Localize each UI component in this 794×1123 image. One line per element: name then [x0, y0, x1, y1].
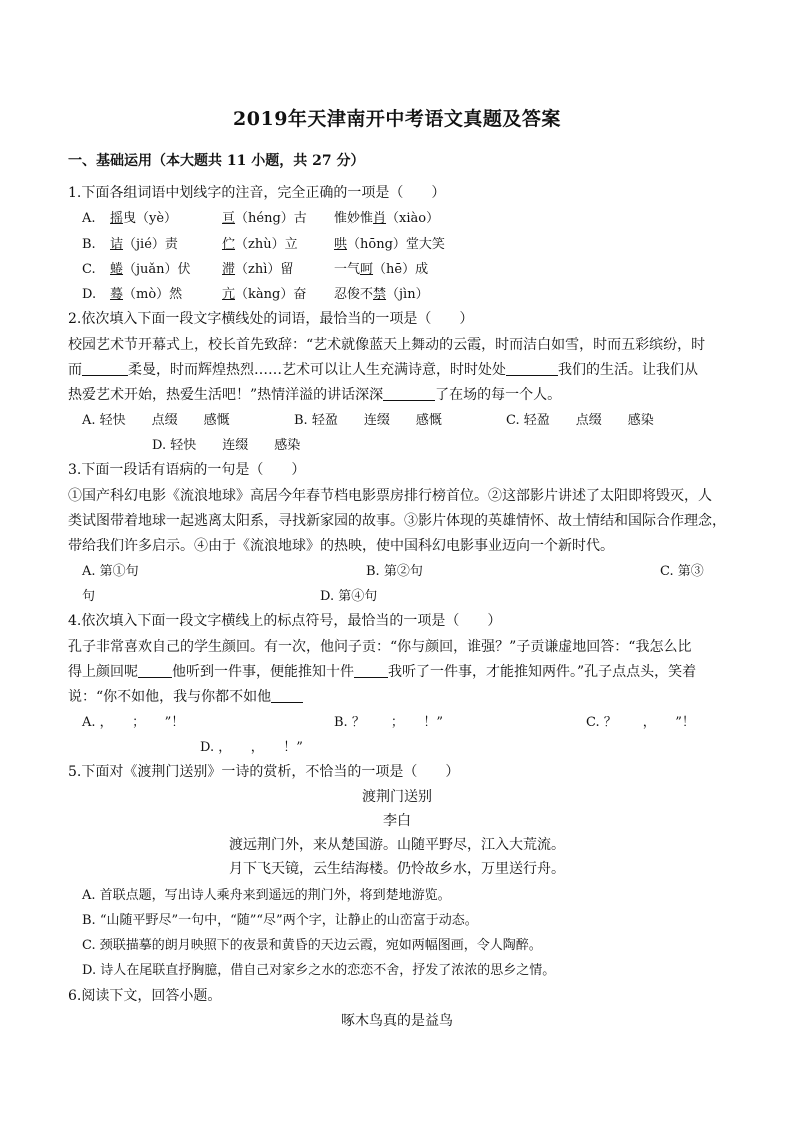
q2-stem: 2.依次填入下面一段文字横线处的词语，最恰当的一项是（ ）: [68, 311, 474, 327]
q5-option-b: B. “山随平野尽”一句中，“随”“尽”两个字，让静止的山峦富于动态。: [82, 913, 478, 928]
q2-passage-line-3: 热爱艺术开始，热爱生活吧！”热情洋溢的讲话深深 了在场的每一个人。: [68, 387, 562, 403]
q3-option-c-wrap: 句: [82, 589, 96, 604]
poem-line-2: 月下飞天镜，云生结海楼。仍怜故乡水，万里送行舟。: [229, 861, 565, 877]
fill-blank: [271, 688, 303, 703]
q1-option-d: D. 蓦（mò）然 亢（kàng）奋 忍俊不禁（jìn）: [82, 287, 429, 302]
q6-stem: 6.阅读下文，回答小题。: [68, 988, 222, 1004]
q4-option-c: C. ？ ， ”！: [586, 715, 695, 730]
q3-option-a: A. 第①句: [82, 564, 139, 579]
q4-stem: 4.依次填入下面一段文字横线上的标点符号，最恰当的一项是（ ）: [68, 613, 502, 629]
q3-passage-line-2: 类试图带着地球一起逃离太阳系，寻找新家园的故事。③影片体现的英雄情怀、故土情结和国际合作理念，: [68, 513, 726, 529]
option-label: C.: [82, 262, 96, 277]
fill-blank: [383, 386, 435, 401]
q3-passage-line-1: ①国产科幻电影《流浪地球》高居今年春节档电影票房排行榜首位。②这部影片讲述了太阳即将毁灭，人: [68, 488, 712, 504]
q3-passage-line-3: 带给我们许多启示。④由于《流浪地球》的热映，使中国科幻电影事业迈向一个新时代。: [68, 538, 614, 554]
poem-author: 李白: [383, 813, 411, 829]
q4-passage-line-3: 说：“你不如他，我与你都不如他: [68, 686, 303, 706]
q1-stem: 1.下面各组词语中划线字的注音，完全正确的一项是（ ）: [68, 185, 446, 201]
q1-option-b: B. 诘（jié）责 伫（zhù）立 哄（hōng）堂大笑: [82, 237, 445, 252]
q4-option-d: D. ， ， ！”: [200, 740, 303, 755]
q5-stem: 5.下面对《渡荆门送别》一诗的赏析，不恰当的一项是（ ）: [68, 764, 460, 780]
fill-blank: [354, 663, 388, 678]
q3-option-c: C. 第③: [660, 564, 704, 579]
q4-option-a: A. ， ； ”！: [82, 715, 185, 730]
section-heading: 一、基础运用（本大题共 11 小题，共 27 分）: [68, 153, 365, 169]
q3-option-b: B. 第②句: [366, 564, 423, 579]
q1-option-c: C. 蜷（juǎn）伏 滞（zhì）留 一气呵（hē）成: [82, 262, 429, 277]
q4-passage-line-1: 孔子非常喜欢自己的学生颜回。有一次，他问子贡：“你与颜回，谁强？”子贡谦虚地回答：“我怎么比: [68, 639, 692, 655]
q4-passage-line-2: 得上颜回呢 他听到一件事，便能推知十件 我听了一件事，才能推知两件。”孔子点点头，笑着: [68, 664, 697, 680]
option-label: B.: [82, 237, 96, 252]
q5-option-a: A. 首联点题，写出诗人乘舟来到遥远的荆门外，将到楚地游览。: [82, 888, 451, 903]
q5-option-c: C. 颈联描摹的朗月映照下的夜景和黄昏的天边云霞，宛如两幅图画，令人陶醉。: [82, 938, 542, 953]
option-label: A.: [82, 211, 96, 226]
fill-blank: [82, 361, 128, 376]
q2-passage-line-1: 校园艺术节开幕式上，校长首先致辞：“艺术就像蓝天上舞动的云霞，时而洁白如雪，时而五彩缤纷，时: [68, 337, 706, 353]
q1-option-a: A. 摇曳（yè） 亘（héng）古 惟妙惟肖（xiào）: [82, 211, 440, 226]
option-label: D.: [82, 287, 97, 302]
q3-option-d: D. 第④句: [320, 589, 378, 604]
q2-option-a: A. 轻快 点缀 感慨: [82, 413, 230, 428]
fill-blank: [138, 663, 172, 678]
q2-options-row-1: [82, 409, 654, 428]
fill-blank: [506, 361, 558, 376]
q2-option-b: B. 轻盈 连缀 感慨: [294, 413, 442, 428]
q2-option-d: D. 轻快 连缀 感染: [152, 438, 301, 453]
article-title: 啄木鸟真的是益鸟: [341, 1013, 453, 1029]
q3-stem: 3.下面一段话有语病的一句是（ ）: [68, 462, 306, 478]
q2-passage-line-2: 而 柔曼，时而辉煌热烈……艺术可以让人生充满诗意，时时处处 我们的生活。让我们从: [68, 362, 698, 378]
q4-option-b: B. ？ ； ！”: [334, 715, 443, 730]
poem-title: 渡荆门送别: [362, 789, 432, 805]
q2-option-c: C. 轻盈 点缀 感染: [506, 413, 654, 428]
poem-line-1: 渡远荆门外，来从楚国游。山随平野尽，江入大荒流。: [229, 837, 565, 853]
q5-option-d: D. 诗人在尾联直抒胸臆，借自己对家乡之水的恋恋不舍，抒发了浓浓的思乡之情。: [82, 963, 556, 978]
page-title: 2019年天津南开中考语文真题及答案: [233, 108, 561, 130]
